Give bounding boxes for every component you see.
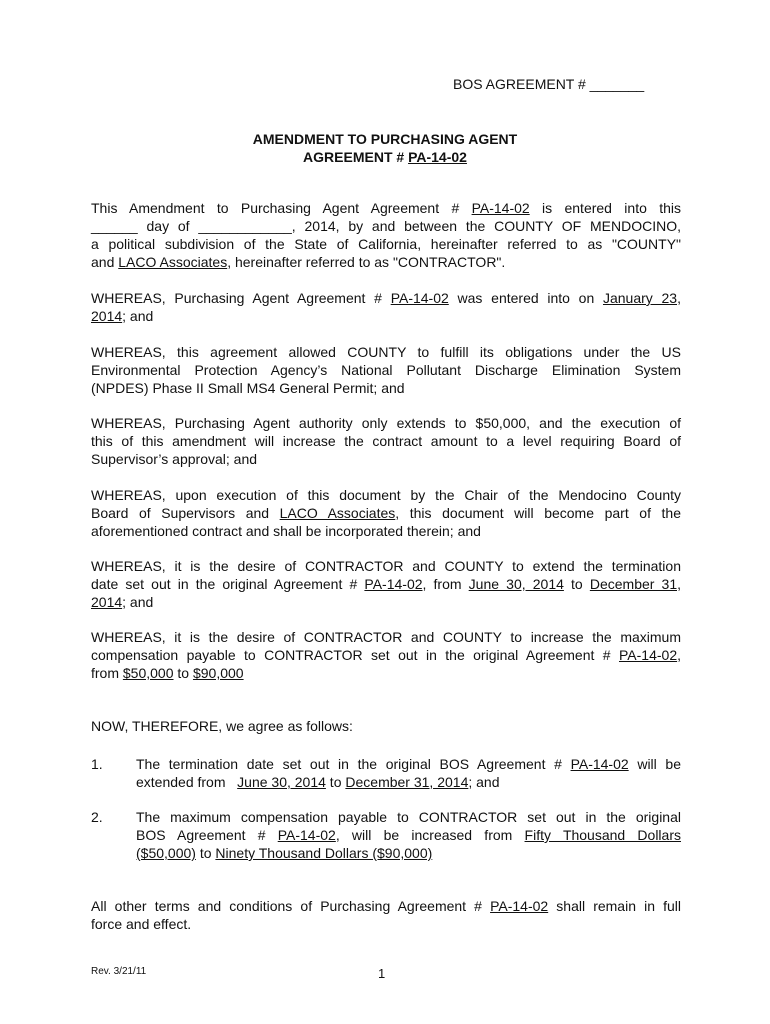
agreement-ref: PA-14-02 (390, 290, 449, 306)
whereas-6: WHEREAS, it is the desire of CONTRACTOR and COUNTY to increase the maximum compensation payable to CONTRACTOR set out in the original Agreement # PA-14-02, from $50,000 to $90,000 (91, 629, 681, 681)
agreement-ref: PA-14-02 (277, 827, 336, 843)
whereas-4: WHEREAS, upon execution of this document by the Chair of the Mendocino County Board of Supervisors and LACO Associates, this document will become part of the aforementioned contract and shall be incorporated therein; and (91, 487, 682, 539)
title-line-2: AGREEMENT # PA-14-02 (303, 149, 467, 165)
whereas-3: WHEREAS, Purchasing Agent authority only extends to $50,000, and the execution of this of this amendment will increase the contract amount to a level requiring Board of Supervisor’s approval; and (91, 415, 681, 467)
whereas-2: WHEREAS, this agreement allowed COUNTY to fulfill its obligations under the US Environmental Protection Agency’s National Pollutant Discharge Elimination System (NPDES) Phase II Small MS4 General Permit; and (91, 344, 681, 396)
amount: $50,000 (122, 665, 174, 681)
intro-paragraph: This Amendment to Purchasing Agent Agreement # PA-14-02 is entered into this ______ day of ____________, 2014, by and between the COUNTY OF MENDOCINO, a political subdivision of the State of California, hereinafter referred to as "COUNTY" and LACO Associates, hereinafter referred to as "CONTRACTOR". (91, 200, 681, 270)
document-title (0, 130, 770, 166)
title-line-1: AMENDMENT TO PURCHASING AGENT (252, 131, 518, 147)
item-2: The maximum compensation payable to CONTRACTOR set out in the original BOS Agreement # PA-14-02, will be increased from Fifty Thousand Dollars ($50,000) to Ninety Thousand Dollars ($90,000) (136, 809, 681, 861)
amount: $90,000 (192, 665, 244, 681)
date: June 30, 2014 (468, 576, 564, 592)
revision-date: Rev. 3/21/11 (91, 966, 147, 977)
agreement-ref: PA-14-02 (619, 647, 678, 663)
agreement-ref: PA-14-02 (408, 149, 467, 165)
date: 2014 (91, 308, 123, 324)
whereas-5: WHEREAS, it is the desire of CONTRACTOR and COUNTY to extend the termination date set out in the original Agreement # PA-14-02, from June 30, 2014 to December 31, 2014; and (91, 558, 682, 610)
amount: Fifty Thousand Dollars (524, 827, 681, 843)
agreement-ref: PA-14-02 (471, 200, 530, 216)
agreement-ref: PA-14-02 (490, 898, 549, 914)
date: January 23, (602, 290, 681, 306)
now-therefore: NOW, THEREFORE, we agree as follows: (91, 718, 353, 734)
date: June 30, 2014 (237, 774, 326, 790)
closing-paragraph: All other terms and conditions of Purchasing Agreement # PA-14-02 shall remain in full force and effect. (91, 898, 682, 932)
contractor-name: LACO Associates (279, 505, 396, 521)
amount: ($50,000) (136, 845, 196, 861)
amount: Ninety Thousand Dollars ($90,000) (215, 845, 433, 861)
date: December 31, (589, 576, 682, 592)
item-number: 1. (91, 756, 103, 772)
whereas-1: WHEREAS, Purchasing Agent Agreement # PA-14-02 was entered into on January 23, 2014; and (91, 290, 681, 324)
contractor-name: LACO Associates (118, 254, 228, 270)
date: 2014 (91, 594, 123, 610)
agreement-ref: PA-14-02 (364, 576, 423, 592)
bos-agreement-number: BOS AGREEMENT # _______ (453, 76, 645, 92)
page-number: 1 (378, 966, 386, 981)
item-1: The termination date set out in the original BOS Agreement # PA-14-02 will be extended from June 30, 2014 to December 31, 2014; and (136, 756, 682, 790)
agreement-ref: PA-14-02 (570, 756, 629, 772)
item-number: 2. (91, 809, 103, 825)
date: December 31, 2014 (345, 774, 469, 790)
